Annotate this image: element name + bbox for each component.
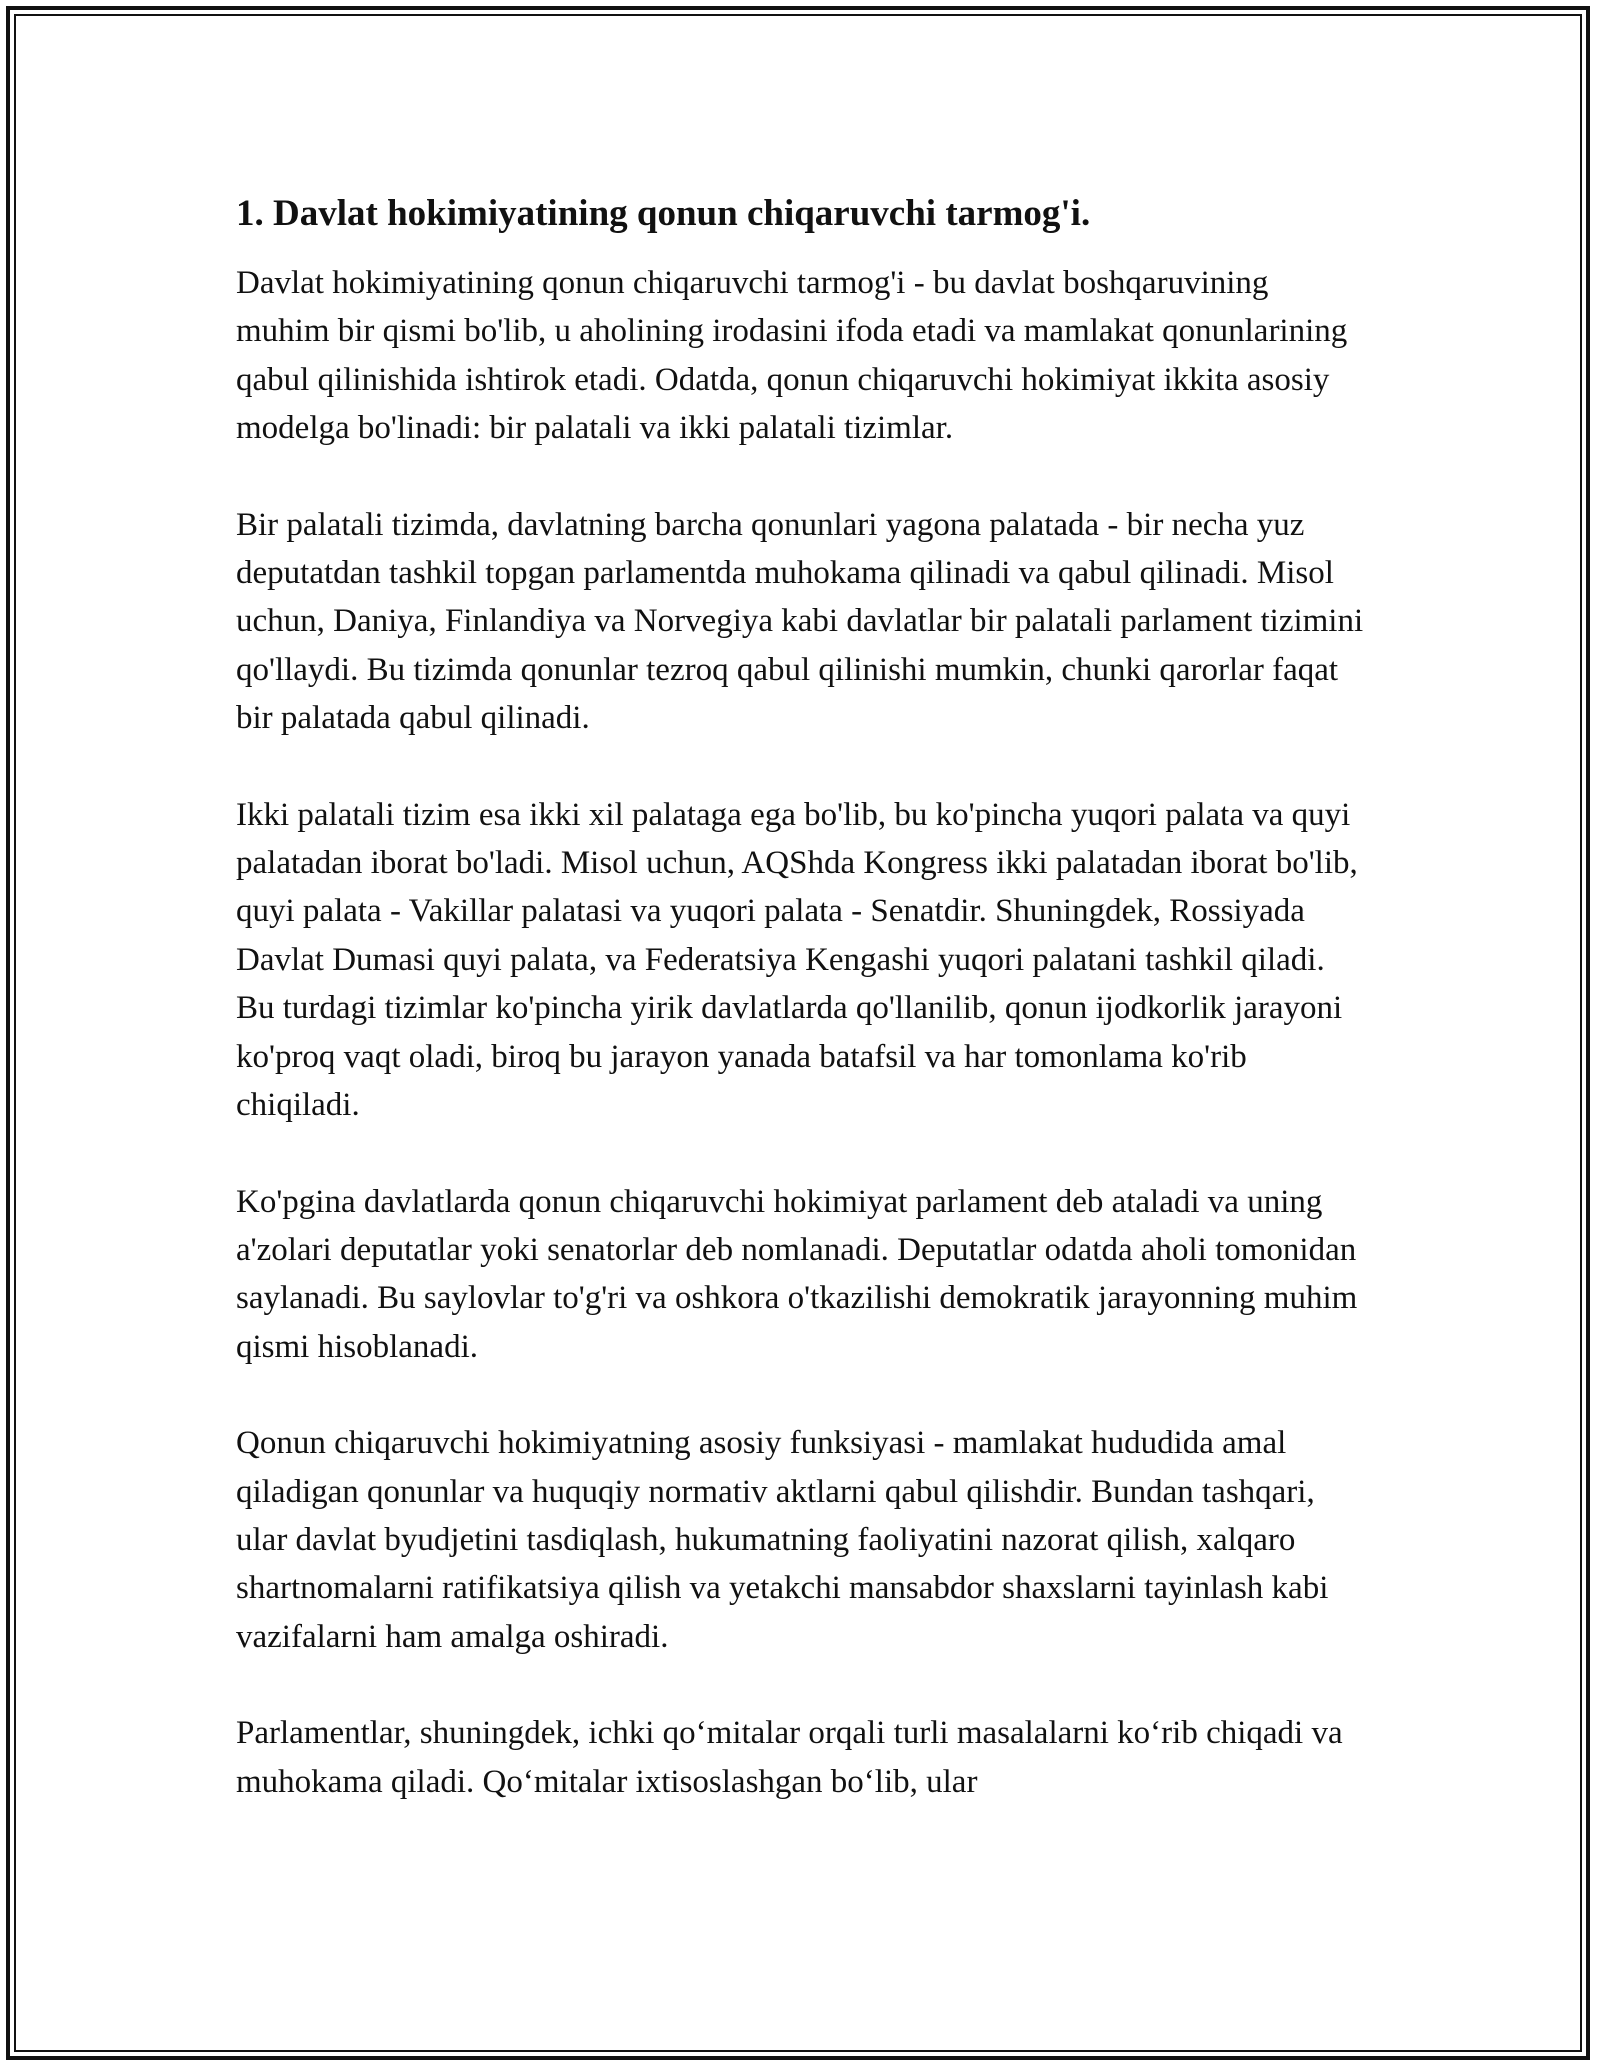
paragraph-3: Ikki palatali tizim esa ikki xil palataga ega bo'lib, bu ko'pincha yuqori palata va quyi palatadan iborat bo'ladi. Misol uchun, AQShda Kongress ikki palatadan iborat bo'lib, quyi palata - Vakillar palatasi va yuqori palata - Senatdir. Shuningdek, Rossiyada Davlat Dumasi quyi palata, va Federatsiya Kengashi yuqori palatani tashkil qiladi. Bu turdagi tizimlar ko'pincha yirik davlatlarda qo'llanilib, qonun ijodkorlik jarayoni ko'proq vaqt oladi, biroq bu jarayon yanada batafsil va har tomonlama ko'rib chiqiladi. [236, 796, 1358, 1124]
document-title: 1. Davlat hokimiyatining qonun chiqaruvchi tarmog'i. [236, 193, 1091, 234]
paragraph-4: Ko'pgina davlatlarda qonun chiqaruvchi hokimiyat parlament deb ataladi va uning a'zolari deputatlar yoki senatorlar deb nomlanadi. Deputatlar odatda aholi tomonidan saylanadi. Bu saylovlar to'g'ri va oshkora o'tkazilishi demokratik jarayonning muhim qismi hisoblanadi. [236, 1183, 1358, 1365]
paragraph-2: Bir palatali tizimda, davlatning barcha qonunlari yagona palatada - bir necha yuz deputatdan tashkil topgan parlamentda muhokama qilinadi va qabul qilinadi. Misol uchun, Daniya, Finlandiya va Norvegiya kabi davlatlar bir palatali parlament tizimini qo'llaydi. Bu tizimda qonunlar tezroq qabul qilinishi mumkin, chunki qarorlar faqat bir palatada qabul qilinadi. [236, 506, 1364, 737]
paragraph-1: Davlat hokimiyatining qonun chiqaruvchi tarmog'i - bu davlat boshqaruvining muhim bir qismi bo'lib, u aholining irodasini ifoda etadi va mamlakat qonunlarining qabul qilinishida ishtirok etadi. Odatda, qonun chiqaruvchi hokimiyat ikkita asosiy modelga bo'linadi: bir palatali va ikki palatali tizimlar. [236, 265, 1348, 447]
paragraph-6: Parlamentlar, shuningdek, ichki qo‘mitalar orqali turli masalalarni ko‘rib chiqadi va muhokama qiladi. Qo‘mitalar ixtisoslashgan bo‘lib, ular [236, 1715, 1343, 1800]
paragraph-5: Qonun chiqaruvchi hokimiyatning asosiy funksiyasi - mamlakat hududida amal qiladigan qonunlar va huquqiy normativ aktlarni qabul qilishdir. Bundan tashqari, ular davlat byudjetini tasdiqlash, hukumatning faoliyatini nazorat qilish, xalqaro shartnomalarni ratifikatsiya qilish va yetakchi mansabdor shaxslarni tayinlash kabi vazifalarni ham amalga oshiradi. [236, 1425, 1329, 1655]
document-body [236, 188, 1366, 1854]
